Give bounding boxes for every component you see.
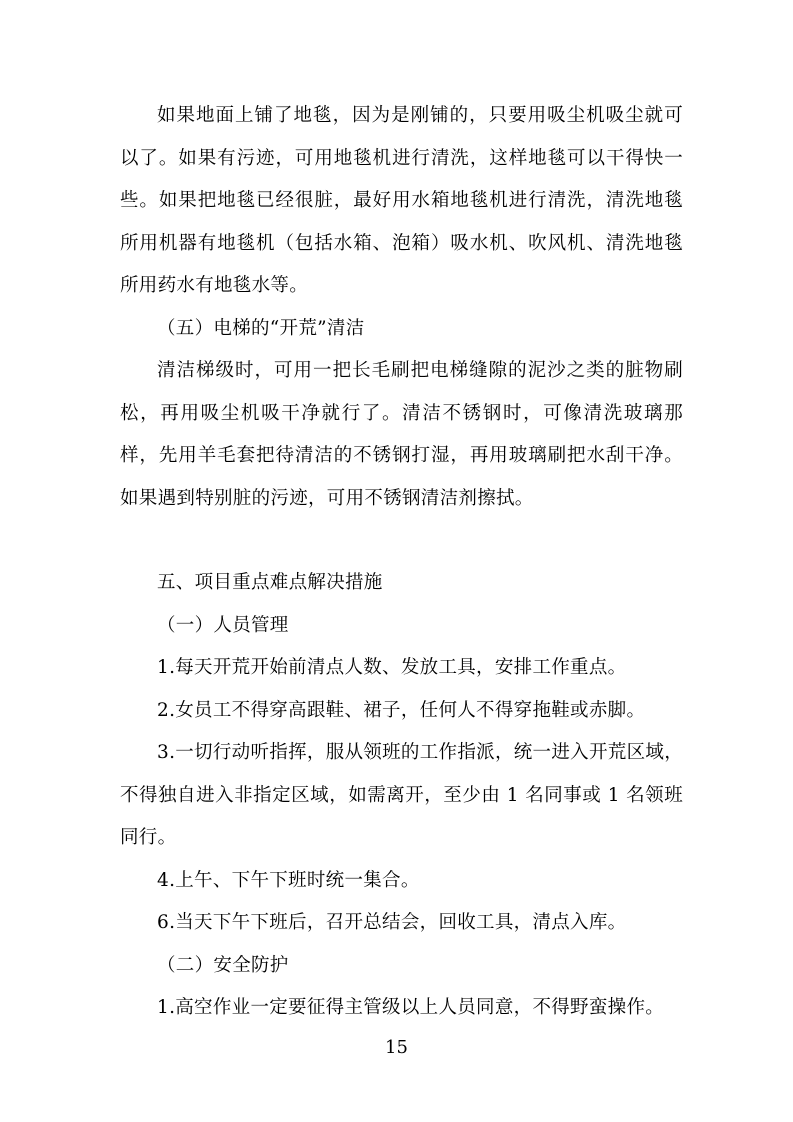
list-item: 2.女员工不得穿高跟鞋、裙子，任何人不得穿拖鞋或赤脚。 — [157, 699, 646, 721]
document-body — [120, 95, 683, 1030]
page-number: 15 — [385, 1037, 408, 1058]
list-item: 1.每天开荒开始前清点人数、发放工具，安排工作重点。 — [157, 657, 627, 678]
heading-safety-protection: （二）安全防护 — [157, 954, 289, 976]
heading-elevator-cleaning: （五）电梯的“开荒”清洁 — [157, 317, 365, 339]
list-item: 3.一切行动听指挥，服从领班的工作指派，统一进入开荒区域，不得独自进入非指定区域，如需离开，至少由 1 名同事或 1 名领班同行。 — [120, 742, 683, 848]
list-item: 4.上午、下午下班时统一集合。 — [157, 869, 420, 891]
section-heading-key-measures: 五、项目重点难点解决措施 — [157, 572, 383, 593]
paragraph-elevator-cleaning: 清洁梯级时，可用一把长毛刷把电梯缝隙的泥沙之类的脏物刷松，再用吸尘机吸干净就行了。清洁不锈钢时，可像清洗玻璃那样，先用羊毛套把待清洁的不锈钢打湿，再用玻璃刷把水刮干净。如果遇到特别脏的污迹，可用不锈钢清洁剂擦拭。 — [120, 360, 683, 509]
list-item: 6.当天下午下班后，召开总结会，回收工具，清点入库。 — [157, 912, 627, 933]
heading-staff-management: （一）人员管理 — [157, 614, 289, 636]
list-item: 1.高空作业一定要征得主管级以上人员同意，不得野蛮操作。 — [157, 997, 665, 1018]
paragraph-carpet-cleaning: 如果地面上铺了地毯，因为是刚铺的，只要用吸尘机吸尘就可以了。如果有污迹，可用地毯机进行清洗，这样地毯可以干得快一些。如果把地毯已经很脏，最好用水箱地毯机进行清洗，清洗地毯所用机器有地毯机（包括水箱、泡箱）吸水机、吹风机、清洗地毯所用药水有地毯水等。 — [120, 105, 683, 296]
